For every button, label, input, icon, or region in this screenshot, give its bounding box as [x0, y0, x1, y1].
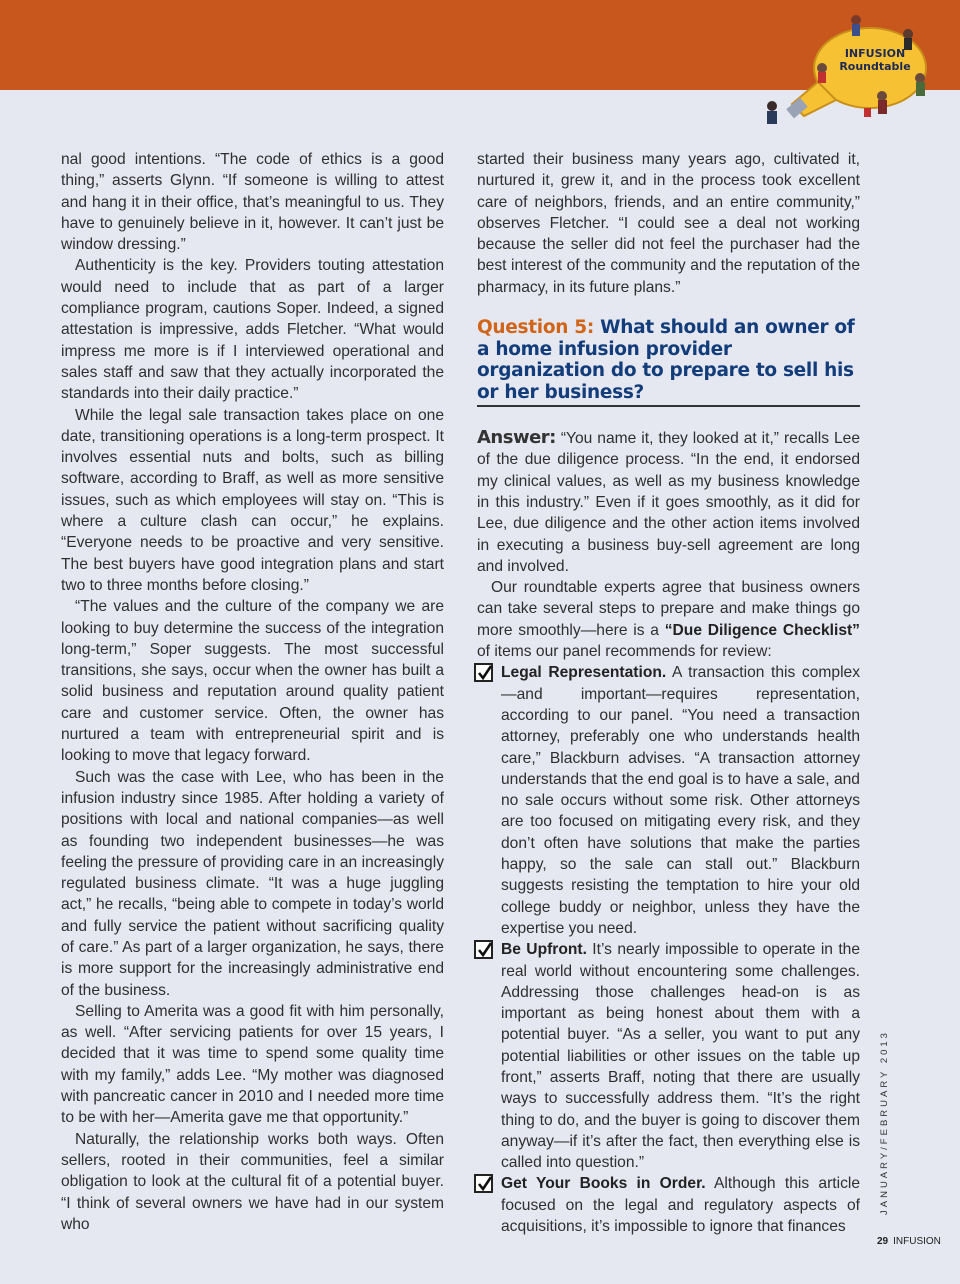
- left-column: [61, 149, 444, 1235]
- right-column: [477, 149, 860, 1237]
- logo-line-infusion: INFUSION: [844, 47, 906, 60]
- checklist-item-text: It’s nearly impossible to operate in the real world without encountering some challenges. Addressing those challenges head-on is as important as being honest about them with a potential buyer. “As a seller, you want to put any potential liabilities or other issues on the table up front,” asserts Braff, noting that there are usually ways to successfully address them. “It’s the right thing to do, and the buyer is going to discover them anyway—if it’s after the fact, then everything else is called into question.”: [501, 941, 861, 1172]
- magazine-name: INFUSION: [893, 1236, 941, 1247]
- right-intro-paragraph: started their business many years ago, cultivated it, nurtured it, grew it, and in the process took excellent care of neighbors, friends, and an entire community,” observes Fletcher. “I could see a deal not working because the seller did not feel the purchaser had the best interest of the community and the reputation of the pharmacy, in its future plans.”: [477, 151, 860, 296]
- left-paragraph-1: nal good intentions. “The code of ethics is a good thing,” asserts Glynn. “If someone is willing to attest and hang it in their office, that’s meaningful to us. They have to genuinely believe in it, however. It can’t just be window dressing.”: [61, 151, 444, 254]
- checkbox-icon: [474, 940, 493, 959]
- left-paragraph-5: Such was the case with Lee, who has been in the infusion industry since 1985. After holding a variety of positions with local and national companies—as well as founding two independent businesses—he was feeling the pressure of providing care in an increasingly regulated business climate. “It was a huge juggling act,” he recalls, “being able to compete in today’s world and fully service the patient without sacrificing quality of care.” As part of a larger organization, he says, there is more support for the increasingly administrative end of the business.: [61, 768, 444, 999]
- issue-date: JANUARY/FEBRUARY 2013: [879, 1030, 890, 1215]
- checklist-item-title: Get Your Books in Order.: [501, 1175, 706, 1193]
- checklist-item-text: A transaction this complex—and important—requires representation, according to our panel. “You need a transaction attorney, preferably one who understands health care,” Blackburn advises. “A transaction attorney understands that the end goal is to have a sale, and no sale occurs without some risk. Other attorneys are too focused on mitigating every risk, and they don’t often have solutions that make the parties happy, so the sale can stall out.” Blackburn suggests resisting the temptation to hire your old college buddy or neighbor, unless they have the expertise you need.: [501, 664, 860, 937]
- logo-line-roundtable: Roundtable: [839, 60, 911, 73]
- checklist-intro-paragraph: [477, 577, 860, 662]
- left-paragraph-4: “The values and the culture of the company we are looking to buy determine the success of the integration long-term,” Soper suggests. The most successful transitions, she says, occur when the owner has built a solid business and reputation around quality patient care and customer service. Often, the owner has nurtured a team with entrepreneurial spirit and is looking to move that legacy forward.: [61, 598, 444, 765]
- checklist-item-title: Be Upfront.: [501, 941, 587, 959]
- question-text: What should an owner of a home infusion provider organization do to prepare to sell his or her business?: [477, 317, 855, 403]
- page-number: 29: [877, 1236, 889, 1247]
- checklist-title: “Due Diligence Checklist”: [664, 621, 860, 639]
- question-label: Question 5:: [477, 317, 594, 339]
- checklist-item-title: Legal Representation.: [501, 664, 667, 682]
- checkbox-icon: [474, 663, 493, 682]
- answer-label: Answer:: [477, 427, 556, 449]
- answer-text: “You name it, they looked at it,” recalls Lee of the due diligence process. “In the end, it endorsed my clinical values, as well as my business knowledge in this industry.” Even if it goes smoothly, as it did for Lee, due diligence and the other action items involved in executing a business buy-sell agreement are long and involved.: [477, 430, 860, 575]
- checklist-item-upfront: [477, 939, 860, 1173]
- answer-paragraph: [477, 427, 860, 577]
- left-paragraph-2: Authenticity is the key. Providers touting attestation would need to include that as part of a larger compliance program, cautions Soper. Indeed, a signed attestation is impressive, adds Fletcher. “What would impress me more is if I interviewed operational and sales staff and saw that they actually incorporated the standards into their daily practice.”: [61, 257, 444, 403]
- question-heading: [477, 317, 860, 407]
- checklist-intro-tail: of items our panel recommends for review:: [477, 643, 772, 661]
- checklist-item-legal: [477, 662, 860, 939]
- left-paragraph-6: Selling to Amerita was a good fit with him personally, as well. “After servicing patients for over 15 years, I decided that it was time to spend some quality time with my family,” adds Lee. “My mother was diagnosed with pancreatic cancer in 2010 and I needed more time to be with her—Amerita gave me that opportunity.”: [61, 1002, 444, 1127]
- checkbox-icon: [474, 1174, 493, 1193]
- page-footer: [877, 1236, 941, 1247]
- logo-text: [835, 47, 915, 73]
- checklist-item-books: [477, 1173, 860, 1237]
- left-paragraph-3: While the legal sale transaction takes place on one date, transitioning operations is a long-term prospect. It involves essential nuts and bolts, such as billing software, according to Braff, as well as more sensitive issues, such as which employees will stay on. “This is where a culture clash can occur,” he explains. “Everyone needs to be proactive and very sensitive. The best buyers have good integration plans and start two to three months before closing.”: [61, 406, 444, 594]
- left-paragraph-7: Naturally, the relationship works both ways. Often sellers, rooted in their communities, feel a similar obligation to look at the cultural fit of a potential buyer. “I think of several owners we have had in our system who: [61, 1130, 444, 1233]
- checklist-intro-text: Our roundtable experts agree that business owners can take several steps to prepare and make things go more smoothly—here is a: [477, 579, 860, 639]
- checklist-item-text: Although this article focused on the legal and regulatory aspects of acquisitions, it’s impossible to ignore that finances: [501, 1175, 861, 1236]
